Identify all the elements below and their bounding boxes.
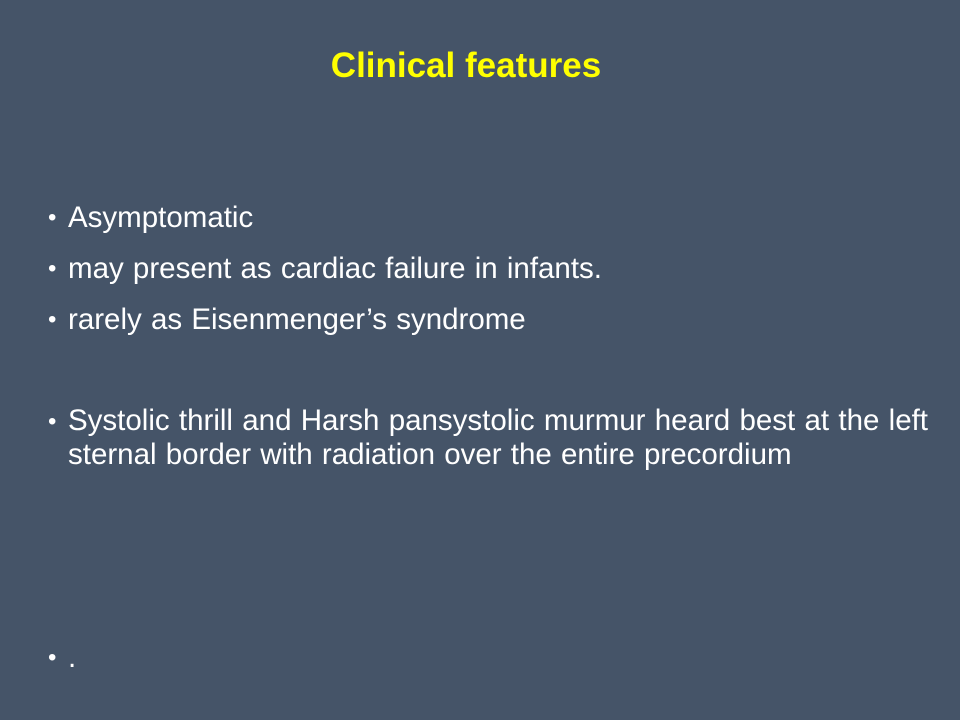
bullet-marker: • bbox=[48, 204, 57, 231]
slide-title: Clinical features bbox=[330, 46, 602, 85]
bullet-marker: • bbox=[48, 408, 57, 435]
bullet-item bbox=[48, 251, 928, 286]
bullet-marker: • bbox=[48, 644, 57, 671]
bullet-marker: • bbox=[48, 255, 57, 282]
bullet-text: may present as cardiac failure in infants. bbox=[68, 252, 602, 285]
bullet-text: Systolic thrill and Harsh pansystolic murmur heard best at the left sternal border with radiation over the entire precordium bbox=[68, 404, 928, 471]
bullet-marker: • bbox=[48, 306, 57, 333]
bullet-item bbox=[48, 404, 928, 472]
bullet-text: rarely as Eisenmenger’s syndrome bbox=[68, 303, 526, 336]
bullet-item bbox=[48, 200, 928, 235]
bullet-item bbox=[48, 640, 928, 675]
bullet-text: Asymptomatic bbox=[68, 201, 254, 234]
bullet-text: . bbox=[68, 641, 77, 674]
bullet-item bbox=[48, 302, 928, 337]
